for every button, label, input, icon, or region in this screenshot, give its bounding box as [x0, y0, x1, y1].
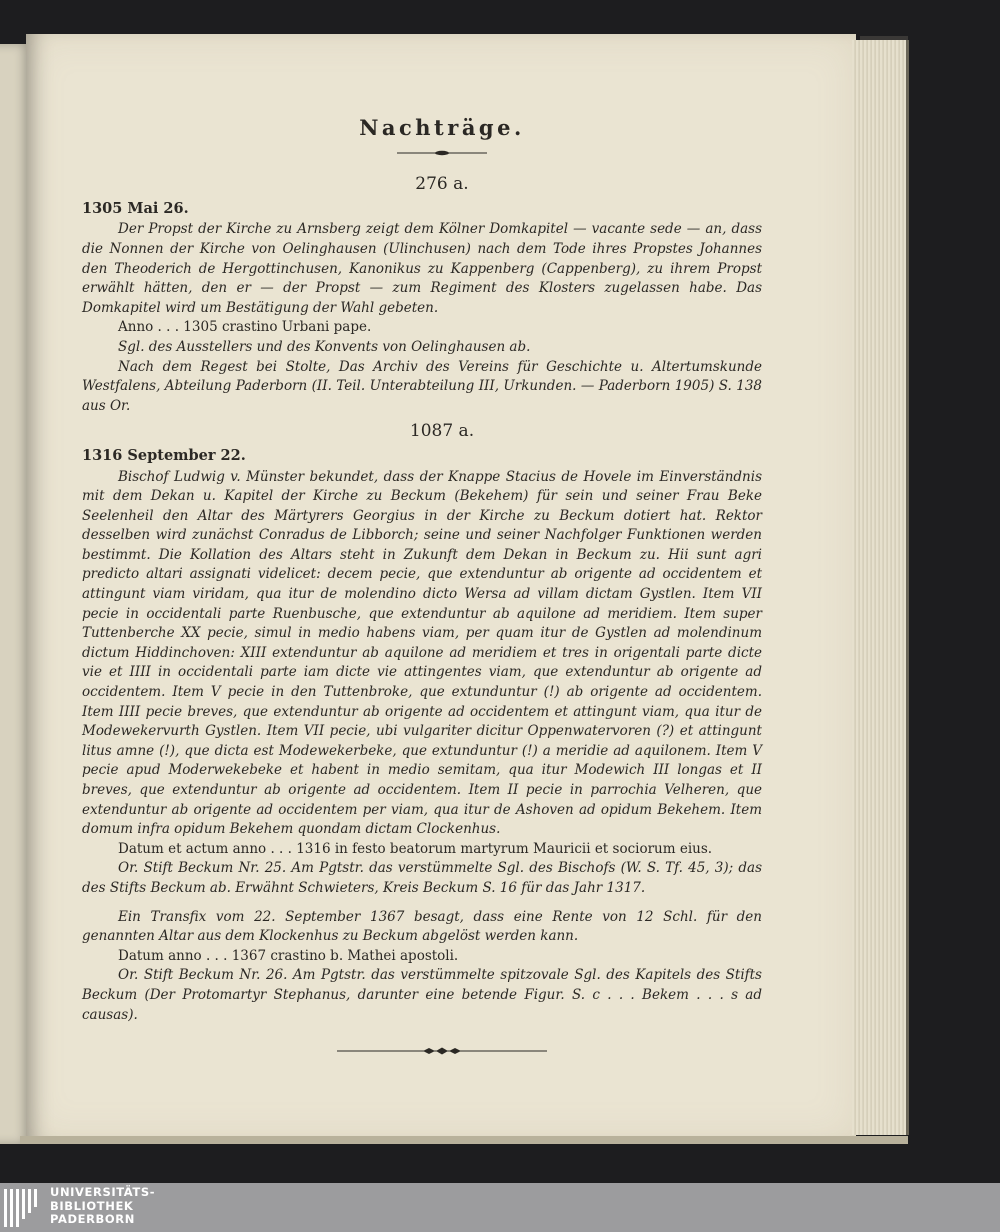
entry-276a — [82, 175, 762, 416]
ornament-rule-icon — [397, 149, 487, 157]
entry-seal-note: Or. Stift Beckum Nr. 25. Am Pgtstr. das verstümmelte Sgl. des Bischofs (W. S. Tf. 45, 3); das des Stifts Beckum ab. Erwähnt Schwieters, Kreis Beckum S. 16 für das Jahr 1317. — [82, 860, 762, 896]
library-name-line: BIBLIOTHEK — [50, 1198, 134, 1213]
library-name-line: UNIVERSITÄTS- — [50, 1185, 156, 1199]
library-name — [50, 1186, 155, 1227]
entry-1087a — [82, 422, 762, 1025]
entry-summary: Bischof Ludwig v. Münster bekundet, dass der Knappe Stacius de Hovele im Einverständnis mit dem Dekan u. Kapitel der Kirche zu Beckum (Bekehem) für sein und seiner Frau Beke Seelenheil den Altar des Märtyrers Georgius in der Kirche zu Beckum dotiert hat. Rektor desselben wird zunächst Conradus de Libborch; seine und seiner Nachfolger Funktionen werden bestimmt. Die Kollation des Altars steht in Zukunft dem Dekan in Beckum zu. Hii sunt agri predicto altari assignati videlicet: decem pecie, que extenduntur ab origente ad occidentem et attingunt viam viridam, qua itur de molendino dicto Wersa ad villam dictam Gystlen. Item VII pecie in occidentali parte Ruenbusche, que extenduntur ab aquilone ad meridiem. Item super Tuttenberche XX pecie, simul in medio habens viam, per quam itur de Gystlen ad molendinum dictum Hiddinchoven: XIII extenduntur ab aquilone ad meridiem et tres in origentali parte dicte vie et IIII in occidentali parte iam dicte vie attingentes viam, que extenduntur ab origente ad occidentem. Item V pecie in den Tuttenbroke, que extunduntur (!) ab origente ad occidentem. Item IIII pecie breves, que extenduntur ab origente ad occidentem et attingunt viam, qua itur de Modewekervurth Gystlen. Item VII pecie, ubi vulgariter dicitur Oppenwatervoren (?) et attingunt litus amne (!), que dicta est Modewekerbeke, que extunduntur (!) a meridie ad aquilonem. Item V pecie apud Moderwekebeke et habent in medio semitam, qua itur Modewich III longas et II breves, que extenduntur ab origente ad occidentem. Item II pecie in parrochia Velheren, que extenduntur ab origente ad occidentem per viam, qua itur de Ashoven ad opidum Bekehem. Item domum infra opidum Bekehem quondam dictam Clockenhus. — [82, 468, 762, 838]
entry-datum: Datum et actum anno . . . 1316 in festo beatorum martyrum Mauricii et sociorum eius. — [118, 840, 713, 857]
entry-summary: Der Propst der Kirche zu Arnsberg zeigt dem Kölner Domkapitel — vacante sede — an, dass die Nonnen der Kirche von Oelinghausen (Ulinchusen) nach dem Tode ihres Propstes Johannes den Theoderich de Hergottinchusen, Kanonikus zu Kappenberg (Cappenberg), zu ihrem Propst erwählt hätten, den er — der Propst — zum Regiment des Klosters zugelassen habe. Das Domkapitel wird um Bestätigung der Wahl gebeten. — [82, 221, 762, 316]
library-logo-icon — [4, 1189, 44, 1227]
page-content — [82, 115, 762, 1075]
page-bottom-edge — [20, 1136, 908, 1144]
entry-source-note: Nach dem Regest bei Stolte, Das Archiv des Vereins für Geschichte u. Altertumskunde Westfalens, Abteilung Paderborn (II. Teil. Unterabteilung III, Urkunden. — Paderborn 1905) S. 138 aus Or. — [82, 358, 762, 414]
transfix-source-note: Or. Stift Beckum Nr. 26. Am Pgtstr. das verstümmelte spitzovale Sgl. des Kapitels des Stifts Beckum (Der Protomartyr Stephanus, darunter eine betende Figur. S. c . . . Bekem . . . s ad causas). — [82, 967, 762, 1023]
library-name-line: PADERBORN — [50, 1212, 135, 1226]
entry-number: 276 a. — [415, 174, 469, 195]
transfix-datum: Datum anno . . . 1367 crastino b. Mathei apostoli. — [118, 947, 459, 964]
page-title: Nachträge. — [359, 115, 525, 140]
entry-date: 1316 September 22. — [82, 446, 246, 464]
entry-seal-note: Sgl. des Ausstellers und des Konvents von Oelinghausen ab. — [118, 338, 531, 355]
page-stack-edge — [852, 40, 909, 1135]
entry-datum: Anno . . . 1305 crastino Urbani pape. — [118, 319, 372, 336]
entry-number: 1087 a. — [409, 421, 475, 442]
ornament-rule-icon — [337, 1046, 547, 1056]
library-footer-bar — [0, 1183, 1000, 1232]
end-ornament — [122, 1043, 762, 1063]
transfix-note: Ein Transfix vom 22. September 1367 besagt, dass eine Rente von 12 Schl. für den genannten Altar aus dem Klockenhus zu Beckum abgelöst werden kann. — [82, 908, 762, 945]
title-ornament — [122, 144, 762, 164]
entry-date: 1305 Mai 26. — [82, 199, 189, 217]
